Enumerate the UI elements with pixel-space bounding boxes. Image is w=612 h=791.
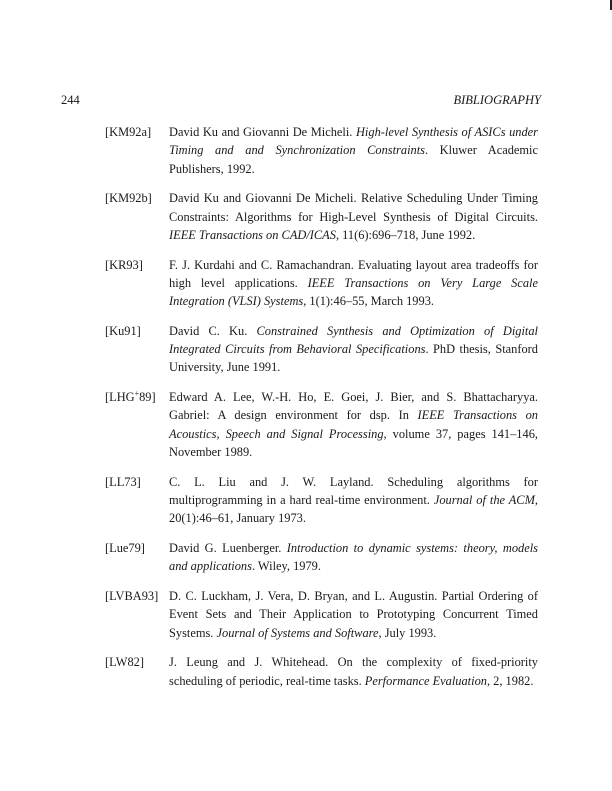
reference-segment: D. C. Luckham, J. Vera, D. Bryan, and L. Augustin. Partial Ordering of Event Sets and Their Application to Prototyping Concurrent Timed Systems. bbox=[169, 588, 538, 640]
reference-segment: , July 1993. bbox=[378, 625, 437, 640]
citation-key bbox=[105, 539, 169, 576]
reference-segment: David Ku and Giovanni De Micheli. bbox=[169, 125, 356, 139]
bib-entry bbox=[105, 388, 538, 461]
bib-entry bbox=[105, 123, 538, 178]
bib-entry bbox=[105, 322, 538, 377]
reference-text bbox=[169, 322, 538, 377]
reference-segment: , 2, 1982. bbox=[486, 673, 534, 688]
citation-key-text: [LW82] bbox=[105, 655, 144, 670]
page-number: 244 bbox=[61, 93, 80, 107]
reference-segment: , 11(6):696–718, June 1992. bbox=[335, 227, 476, 242]
reference-title: Constrained Synthesis and Optimization of Digital Integrated Circuits from Behavioral Specifications bbox=[169, 323, 538, 357]
citation-key bbox=[105, 123, 169, 178]
citation-key-text: [Ku91] bbox=[105, 323, 141, 338]
reference-text bbox=[169, 539, 538, 576]
reference-title: Performance Evaluation bbox=[364, 673, 487, 688]
citation-key bbox=[105, 587, 169, 642]
reference-title: Introduction to dynamic systems: theory, models and applications bbox=[169, 540, 538, 574]
reference-segment: David C. Ku. bbox=[169, 323, 257, 338]
reference-text bbox=[169, 256, 538, 311]
citation-key-text: [KM92b] bbox=[105, 191, 152, 206]
bib-entry bbox=[105, 189, 538, 244]
reference-segment: , 1(1):46–55, March 1993. bbox=[303, 294, 434, 309]
reference-segment: , volume 37, pages 141–146, November 1989. bbox=[169, 426, 538, 460]
reference-segment: David Ku and Giovanni De Micheli. Relative Scheduling Under Timing Constraints: Algorithms for High-Level Synthesis of Digital Circuits. bbox=[169, 191, 538, 224]
reference-text bbox=[169, 388, 538, 461]
reference-title: Journal of Systems and Software bbox=[216, 625, 379, 640]
citation-key-text: [KM92a] bbox=[105, 125, 152, 139]
citation-key-text: [LHG bbox=[105, 390, 135, 405]
citation-key-sup: + bbox=[134, 389, 140, 398]
reference-text bbox=[169, 123, 538, 178]
bib-entry bbox=[105, 587, 538, 642]
citation-key-text: 89] bbox=[139, 390, 156, 405]
reference-segment: , 20(1):46–61, January 1973. bbox=[169, 493, 538, 526]
reference-segment: David G. Luenberger. bbox=[169, 540, 287, 555]
bib-entry bbox=[105, 256, 538, 311]
reference-title: IEEE Transactions on Acoustics, Speech and Signal Processing bbox=[169, 408, 538, 441]
reference-segment: . Kluwer Academic Publishers, 1992. bbox=[169, 143, 538, 176]
citation-key-text: [KR93] bbox=[105, 257, 143, 272]
reference-text bbox=[169, 189, 538, 244]
bib-entry bbox=[105, 539, 538, 576]
bib-entry bbox=[105, 653, 538, 690]
reference-title: Journal of the ACM bbox=[433, 493, 535, 507]
bib-entry bbox=[105, 473, 538, 528]
reference-segment: . PhD thesis, Stanford University, June 1991. bbox=[169, 342, 538, 375]
citation-key bbox=[105, 473, 169, 528]
citation-key bbox=[105, 189, 169, 244]
citation-key-text: [LVBA93] bbox=[105, 588, 159, 603]
citation-key bbox=[105, 256, 169, 311]
reference-text bbox=[169, 653, 538, 690]
running-head: BIBLIOGRAPHY bbox=[453, 93, 541, 107]
reference-segment: J. Leung and J. Whitehead. On the complexity of fixed-priority scheduling of periodic, real-time tasks. bbox=[169, 655, 538, 688]
reference-title: IEEE Transactions on CAD/ICAS bbox=[169, 227, 336, 242]
reference-segment: . Wiley, 1979. bbox=[251, 559, 321, 574]
reference-text bbox=[169, 587, 538, 642]
citation-key bbox=[105, 653, 169, 690]
reference-title: High-level Synthesis of ASICs under Timing and and Synchronization Constraints bbox=[169, 125, 538, 158]
citation-key-text: [Lue79] bbox=[105, 540, 145, 555]
citation-key bbox=[105, 388, 169, 461]
citation-key-text: [LL73] bbox=[105, 474, 141, 489]
reference-segment: Edward A. Lee, W.-H. Ho, E. Goei, J. Bier, and S. Bhattacharyya. Gabriel: A design environment for dsp. In bbox=[169, 390, 538, 423]
bibliography-list bbox=[105, 123, 538, 701]
reference-title: IEEE Transactions on Very Large Scale Integration (VLSI) Systems bbox=[169, 275, 538, 309]
reference-text bbox=[169, 473, 538, 528]
reference-segment: F. J. Kurdahi and C. Ramachandran. Evaluating layout area tradeoffs for high level applications. bbox=[169, 257, 538, 290]
citation-key bbox=[105, 322, 169, 377]
reference-segment: C. L. Liu and J. W. Layland. Scheduling algorithms for multiprogramming in a hard real-time environment. bbox=[169, 474, 538, 507]
